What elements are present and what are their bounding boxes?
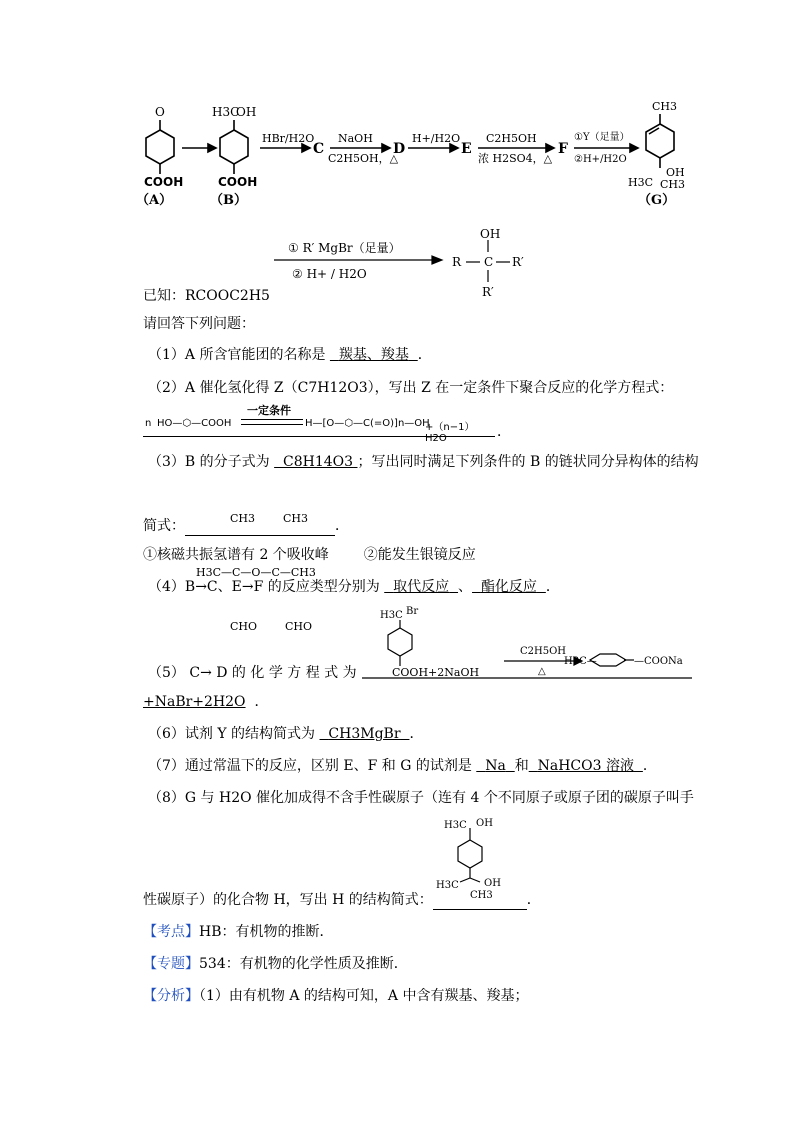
kaodian-tag: 【考点】 <box>143 924 199 940</box>
fenxi-tag: 【分析】 <box>143 988 199 1004</box>
question-3 <box>148 452 699 472</box>
known-arrow-top: ① R′ MgBr（足量） <box>288 241 401 255</box>
q5-line2: +NaBr+2H2O ． <box>143 694 269 710</box>
q2-text: （2）A 催化氢化得 Z（C7H12O3），写出 Z 在一定条件下聚合反应的化学方程式： <box>148 380 674 396</box>
label-b: （B） <box>210 193 247 208</box>
b-oh: OH <box>236 105 257 119</box>
question-7: （7）通过常温下的反应，区别 E、F 和 G 的试剂是 Na 和 NaHCO3 溶液 ． <box>148 758 657 774</box>
compound-d: D <box>393 141 406 157</box>
question-4: （4）B→C、E→F 的反应类型分别为 取代反应 、 酯化反应 ． <box>148 579 560 595</box>
q3-iso-top: CH3 CH3 <box>230 512 308 525</box>
arrow4-conditions: 浓 H2SO4，△ <box>478 152 553 165</box>
known-r-bottom: R′ <box>482 285 494 299</box>
q4-answer-1: 取代反应 <box>393 579 450 595</box>
fenxi-line <box>143 986 528 1006</box>
q5-product-left: H3C— <box>564 656 597 667</box>
q3-text3: 简式： <box>143 518 185 534</box>
q8-text: （8）G 与 H2O 催化加成得不含手性碳原子（连有 4 个不同原子或原子团的碳原子叫手 <box>148 790 694 806</box>
arrow5-reagent: ①Y（足量） <box>574 132 630 143</box>
arrow3-reagent: H+/H2O <box>412 132 461 145</box>
q8-h-bot-ch3: CH3 <box>470 890 493 898</box>
known-c: C <box>484 255 494 269</box>
q3-conditions <box>143 545 476 565</box>
q8-h-structure <box>426 816 536 898</box>
q5-arrow-bottom: △ <box>538 666 546 677</box>
q5-product-right: —COONa <box>634 656 683 667</box>
q3-answer-blank <box>185 519 335 536</box>
known-r-left: R <box>452 255 462 269</box>
q1-text: （1）A 所含官能团的名称是 <box>148 347 326 363</box>
g-ch3: CH3 <box>660 178 686 191</box>
arrow2-conditions: C2H5OH，△ <box>328 152 399 165</box>
q2-eq-n: n <box>145 418 152 429</box>
q5-equation <box>362 604 692 684</box>
kaodian-line <box>143 922 334 942</box>
g-ch3-top: CH3 <box>652 100 678 113</box>
q3-line3: 简式： ． <box>143 518 349 534</box>
q3-iso-mid: H3C—C—O—C—CH3 <box>196 566 316 579</box>
prompt-text: 请回答下列问题： <box>143 316 255 332</box>
arrow4-reagent: C2H5OH <box>486 132 537 145</box>
q8-h-bot-oh: OH <box>484 878 501 889</box>
question-6: （6）试剂 Y 的结构简式为 CH3MgBr ． <box>148 726 424 742</box>
a-carbonyl-o: O <box>155 105 165 119</box>
q1-answer: 羰基、羧基 <box>338 347 409 363</box>
q4-text: （4）B→C、E→F 的反应类型分别为 <box>148 579 380 595</box>
q2-eq-arrow <box>241 419 303 425</box>
q2-eq-right: H—[O—⬡—C(=O)]n—OH <box>305 418 430 429</box>
q8-h-top-h3c: H3C <box>444 820 467 831</box>
known-arrow-bottom: ② H+ / H2O <box>292 267 367 281</box>
q6-text: （6）试剂 Y 的结构简式为 <box>148 726 316 742</box>
q5-arrow-top: C2H5OH <box>520 646 567 657</box>
q3-text2: ；写出同时满足下列条件的 B 的链状同分异构体的结构 <box>357 454 699 470</box>
q3-text: （3）B 的分子式为 <box>148 454 270 470</box>
q5-h3c: H3C <box>380 610 403 621</box>
known-prefix: 已知：RCOOC2H5 <box>143 288 270 304</box>
q2-eq-condition: 一定条件 <box>247 404 291 417</box>
q5-br: Br <box>406 606 419 617</box>
reaction-scheme <box>130 100 690 220</box>
q7-answer-2: NaHCO3 溶液 <box>537 758 634 774</box>
q8-answer-blank <box>433 893 527 910</box>
q5-text: （5） C→ D 的 化 学 方 程 式 为 <box>148 665 357 681</box>
q2-end: ． <box>497 424 511 440</box>
g-oh: OH <box>666 166 685 179</box>
q2-equation <box>143 402 495 444</box>
fenxi-text: （1）由有机物 A 的结构可知，A 中含有羰基、羧基； <box>199 988 529 1004</box>
label-a: （A） <box>136 193 173 208</box>
q8-line2: 性碳原子）的化合物 H，写出 H 的结构简式： ． <box>143 892 541 908</box>
q8-text2: 性碳原子）的化合物 H，写出 H 的结构简式： <box>143 892 433 908</box>
b-h3c: H3C <box>212 105 240 119</box>
q8-h-bot-h3c: H3C <box>436 880 459 891</box>
arrow2-reagent: NaOH <box>338 132 373 145</box>
compound-e: E <box>461 141 472 157</box>
q5-left-tail: COOH+2NaOH <box>392 666 480 679</box>
q3-iso-bot: CHO CHO <box>230 620 313 633</box>
q5-line2-answer: +NaBr+2H2O <box>143 694 246 710</box>
zhuanti-line <box>143 954 408 974</box>
zhuanti-tag: 【专题】 <box>143 956 199 972</box>
q6-answer: CH3MgBr <box>328 726 401 742</box>
q8-h-top-oh: OH <box>476 818 493 829</box>
arrow5-conditions: ②H+/H2O <box>574 154 627 165</box>
q3-condition-2: ②能发生银镜反应 <box>363 547 476 563</box>
q3-formula: C8H14O3 <box>283 454 354 470</box>
known-oh: OH <box>480 228 501 241</box>
known-r-right: R′ <box>512 255 524 269</box>
question-1: （1）A 所含官能团的名称是 羰基、羧基 ． <box>148 347 432 363</box>
arrow1-reagent: HBr/H2O <box>262 132 315 145</box>
compound-c: C <box>313 141 325 157</box>
label-g: （G） <box>638 193 676 208</box>
kaodian-text: HB：有机物的推断． <box>199 924 334 940</box>
a-cooh: COOH <box>144 175 184 189</box>
q7-answer-1: Na <box>485 758 506 774</box>
q3-condition-1: ①核磁共振氢谱有 2 个吸收峰 <box>143 547 329 563</box>
q4-answer-2: 酯化反应 <box>480 579 537 595</box>
b-cooh: COOH <box>218 175 258 189</box>
q2-eq-left: HO—⬡—COOH <box>157 418 232 429</box>
known-reaction <box>270 228 570 308</box>
zhuanti-text: 534：有机物的化学性质及推断． <box>199 956 408 972</box>
q7-text: （7）通过常温下的反应，区别 E、F 和 G 的试剂是 <box>148 758 472 774</box>
q2-eq-tail: +（n−1）H2O <box>425 422 475 444</box>
compound-f: F <box>558 141 568 157</box>
g-h3c: H3C <box>628 176 654 189</box>
